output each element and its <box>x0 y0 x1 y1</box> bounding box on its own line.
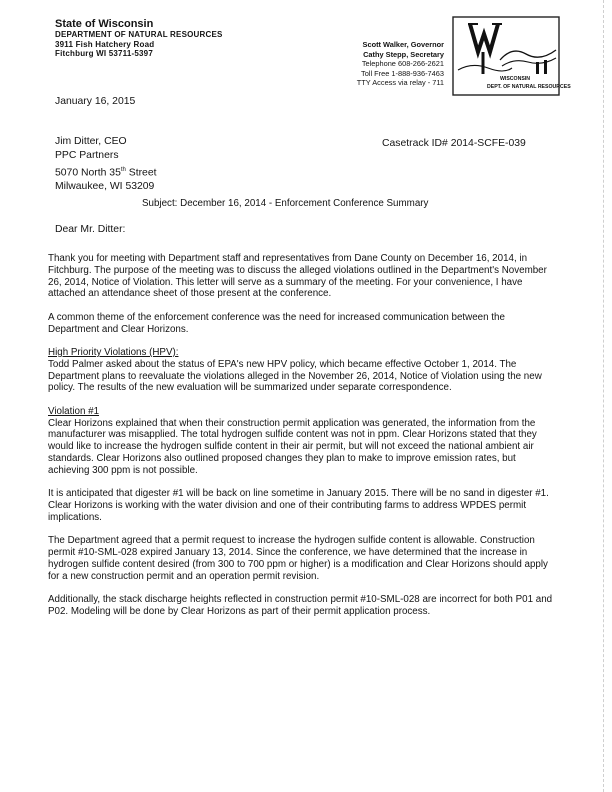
secretary-name: Cathy Stepp, Secretary <box>363 49 444 59</box>
paragraph-digester: It is anticipated that digester #1 will be back on line sometime in January 2015. There will be no sand in digester #1. Clear Horizons is working with the water division and one of their contributing farms to address WPDES permit implications. <box>48 488 549 523</box>
paragraph-violation-1: Clear Horizons explained that when their construction permit application was generated, the information from the manufacturer was misapplied. The total hydrogen sulfide content was not in ppm. Clear Horizons stated that they would like to increase the hydrogen sulfide content in their air permit, but will not exceed the national ambient air standards. Clear Horizons also outlined proposed changes they plan to make to improve emission rates, but achieving 300 ppm is not possible. <box>48 417 537 476</box>
logo-line1: WISCONSIN <box>500 76 530 82</box>
paragraph-permit: The Department agreed that a permit request to increase the hydrogen sulfide content is allowable. Construction permit #10-SML-028 expired January 13, 2014. Since the conference, we have determined that the increase in hydrogen sulfide content desired (from 300 to 700 ppm or higher) is a modification and Clear Horizons should apply for a new construction permit and an operation permit revision. <box>48 535 548 582</box>
dnr-logo-icon <box>452 16 571 96</box>
recipient-address <box>55 135 156 194</box>
recipient-city: Milwaukee, WI 53209 <box>55 181 155 193</box>
toll-free: Toll Free 1-888-936-7463 <box>361 68 444 78</box>
department-city: Fitchburg WI 53711-5397 <box>55 49 153 59</box>
street-ordinal: th <box>120 167 126 173</box>
letterhead-address <box>55 18 223 59</box>
recipient-company: PPC Partners <box>55 150 119 161</box>
street-suffix: Street <box>125 167 157 179</box>
recipient-name: Jim Ditter, CEO <box>55 136 127 147</box>
department-street: 3911 Fish Hatchery Road <box>55 39 155 49</box>
paragraph-intro: Thank you for meeting with Department staff and representatives from Dane County on December 16, 2014, in Fitchburg. The purpose of the meeting was to discuss the alleged violations outlined in the Department's November 26, 2014, Notice of Violation. This letter will serve as a summary of the meeting. For your convenience, I have attached an attendance sheet of those present at the conference. <box>48 253 547 300</box>
heading-violation-1: Violation #1 <box>48 405 100 417</box>
governor-name: Scott Walker, Governor <box>362 40 444 49</box>
department-name: DEPARTMENT OF NATURAL RESOURCES <box>55 30 223 39</box>
recipient-street <box>55 163 156 180</box>
casetrack-id: Casetrack ID# 2014-SCFE-039 <box>382 138 526 149</box>
paragraph-theme: A common theme of the enforcement conference was the need for increased communication between the Department and Clear Horizons. <box>48 311 505 335</box>
street-number: 5070 North 35 <box>55 167 121 179</box>
paragraph-hpv: Todd Palmer asked about the status of EPA's new HPV policy, which became effective October 1, 2014. The Department plans to reevaluate the violations alleged in the November 26, 2014, Notice of Violation using the new policy. The results of the new evaluation will be summarized under separate correspondence. <box>48 358 542 394</box>
paragraph-stack: Additionally, the stack discharge heights reflected in construction permit #10-SML-028 are incorrect for both P01 and P02. Modeling will be done by Clear Horizons as part of their permit application process. <box>48 593 553 617</box>
letter-date: January 16, 2015 <box>55 96 136 107</box>
subject-line: Subject: December 16, 2014 - Enforcement Conference Summary <box>142 198 429 209</box>
logo-line2: DEPT. OF NATURAL RESOURCES <box>487 84 571 90</box>
state-name: State of Wisconsin <box>55 18 154 30</box>
heading-hpv: High Priority Violations (HPV): <box>48 346 179 358</box>
letterhead-officials <box>357 40 444 88</box>
letter-body <box>48 253 553 629</box>
salutation: Dear Mr. Ditter: <box>55 224 126 235</box>
scan-edge <box>603 0 612 792</box>
telephone: Telephone 608-266-2621 <box>361 59 444 68</box>
tty-access: TTY Access via relay - 711 <box>356 78 444 87</box>
